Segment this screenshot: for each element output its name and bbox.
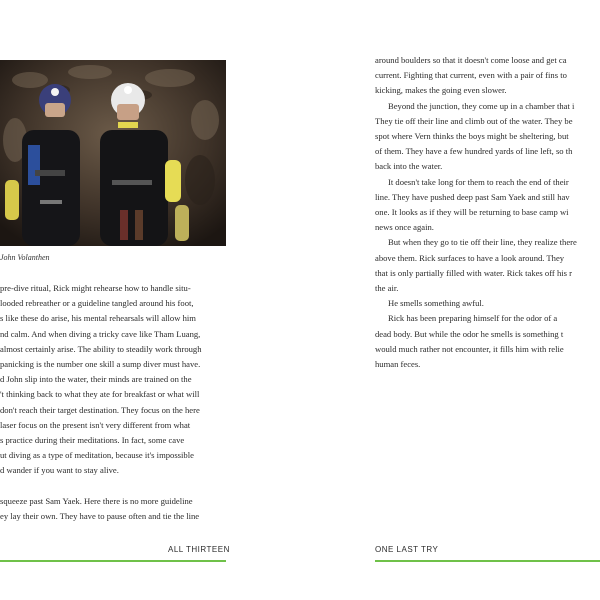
text-line: laser focus on the present isn't very different from what bbox=[0, 419, 191, 430]
footer-rule-left bbox=[0, 560, 226, 562]
text-line: He smells something awful. bbox=[388, 298, 484, 309]
text-line: Rick has been preparing himself for the odor of a bbox=[388, 313, 558, 324]
paragraph bbox=[375, 235, 600, 296]
text-line: s like these do arise, his mental rehearsals will allow him bbox=[0, 313, 196, 324]
footer-rule-right bbox=[375, 560, 600, 562]
text-line: ut diving as a type of meditation, because it's impossible bbox=[0, 450, 194, 461]
text-line: d wander if you want to stay alive. bbox=[0, 465, 119, 476]
paragraph-spacer bbox=[0, 479, 226, 494]
text-line: s practice during their meditations. In fact, some cave bbox=[0, 435, 185, 446]
left-body-text bbox=[0, 281, 226, 524]
paragraph bbox=[375, 53, 600, 99]
photo-illustration bbox=[0, 60, 226, 246]
text-line: back into the water. bbox=[375, 161, 443, 172]
text-line: pre-dive ritual, Rick might rehearse how to handle situ- bbox=[0, 283, 191, 293]
text-line: d John slip into the water, their minds are trained on the bbox=[0, 374, 192, 385]
text-line: looded rebreather or a guideline tangled around his foot, bbox=[0, 298, 194, 309]
text-line: 't thinking back to what they ate for breakfast or what will bbox=[0, 389, 200, 400]
text-line: nd calm. And when diving a tricky cave like Tham Luang, bbox=[0, 328, 201, 339]
text-line: But when they go to tie off their line, they realize there bbox=[388, 237, 577, 248]
text-line: almost certainly arise. The ability to steadily work through bbox=[0, 343, 202, 354]
text-line: They tie off their line and climb out of the water. They be bbox=[375, 115, 573, 126]
text-line: panicking is the number one skill a sump diver must have. bbox=[0, 359, 201, 370]
paragraph bbox=[375, 296, 600, 311]
text-line: ey lay their own. They have to pause often and tie the line bbox=[0, 510, 200, 521]
text-line: line. They have pushed deep past Sam Yaek and still hav bbox=[375, 191, 570, 202]
running-footer-left: ALL THIRTEEN bbox=[168, 545, 230, 554]
text-line: around boulders so that it doesn't come loose and get ca bbox=[375, 55, 567, 65]
text-line: that is only partially filled with water. Rick takes off his r bbox=[375, 267, 572, 278]
running-footer-right: ONE LAST TRY bbox=[375, 545, 439, 554]
text-line: It doesn't take long for them to reach the end of their bbox=[388, 176, 569, 187]
text-line: spot where Vern thinks the boys might be sheltering, but bbox=[375, 131, 569, 142]
paragraph bbox=[375, 175, 600, 236]
text-line: human feces. bbox=[375, 359, 421, 370]
text-line: above them. Rick surfaces to have a look around. They bbox=[375, 252, 565, 263]
text-line: news once again. bbox=[375, 222, 434, 233]
text-line: current. Fighting that current, even with a pair of fins to bbox=[375, 70, 567, 81]
text-line: kicking, makes the going even slower. bbox=[375, 85, 507, 96]
text-line: squeeze past Sam Yaek. Here there is no more guideline bbox=[0, 495, 193, 506]
text-line: the air. bbox=[375, 283, 399, 294]
text-line: don't reach their target destination. They focus on the here bbox=[0, 404, 200, 415]
text-line: dead body. But while the odor he smells is something t bbox=[375, 328, 564, 339]
text-line: of them. They have a few hundred yards of line left, so th bbox=[375, 146, 573, 157]
paragraph bbox=[375, 99, 600, 175]
text-line: Beyond the junction, they come up in a chamber that i bbox=[388, 100, 575, 111]
text-line: would much rather not encounter, it fills him with relie bbox=[375, 343, 564, 354]
right-body-text bbox=[375, 53, 600, 372]
cave-divers-photo bbox=[0, 60, 226, 246]
photo-caption: John Volanthen bbox=[0, 253, 50, 262]
text-line: one. It looks as if they will be returning to base camp wi bbox=[375, 207, 569, 218]
paragraph bbox=[375, 311, 600, 372]
